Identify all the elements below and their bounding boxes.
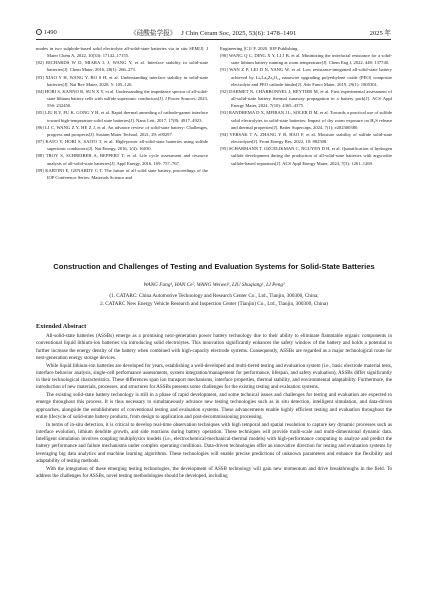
reference-entry: [88] TROY S, SCHREIBER A, REPPERT T, et al. Life cycle assessment and resource analysis of all-solid-state batteries[J]. Appl Energy, 2016, 169: 757–767. bbox=[36, 153, 208, 166]
header-page-number: • 1490 bbox=[36, 29, 57, 36]
header-journal: 《硅酸盐学报》 J Chin Ceram Soc, 2025, 53(6): 1478–1491 bbox=[130, 30, 297, 37]
affiliation-1: (1. CATARC: China Automotive Technology and Research Center Co., Ltd., Tianjin, 300300, China; bbox=[109, 293, 319, 299]
reference-entry: [92] DARMET N, CHARBONNEL J, REYTIER M, et al. First experimental assessment of all-solid-state battery thermal runaway propagation in a battery pack[J]. ACS Appl Energy Mater, 2024, 7(10): 4365–4375. bbox=[220, 88, 392, 109]
reference-entry: [87] KATO Y, HORI S, SAITO T, et al. High-power all-solid-state batteries using sulfide superionic conductors[J]. Nat Energy, 2016, 1(4): 16030. bbox=[36, 139, 208, 152]
reference-entry: [90] WANG Q C, DING X Y, LI J B, et al. Minimizing the interfacial resistance for a solid-state lithium battery running at room temperature[J]. Chem Eng J, 2022, 448: 137740. bbox=[220, 53, 392, 66]
references-right-column bbox=[220, 45, 392, 181]
header-rule bbox=[36, 39, 391, 40]
reference-entry: [86] LI C, WANG Z Y, HE Z J, et al. An advance review of solid-state battery: Challenges, progress and prospects[J]. Sustain Mater Technol, 2021, 29: e00297. bbox=[36, 124, 208, 137]
page-marker-icon: • bbox=[36, 29, 42, 35]
reference-entry: [93] RANDREMA D X, MFIBAN I L, SOLER D M, et al. Towards a practical use of sulfide solid electrolytes in solid-state batteries: Impact of dry room exposure on H₂S release and thermal properties[J]. Batter Supercaps, 2024, 7(1): e202300380. bbox=[220, 110, 392, 130]
references-left-column bbox=[36, 45, 208, 181]
article-authors: WANG Fang¹, HAN Ce², WANG Weiwei², LIU Shuqiang¹, LI Peng² bbox=[143, 282, 285, 288]
reference-entry: [85] LIU B Y, FU K, GONG Y H, et al. Rapid thermal annealing of cathode-garnet interface toward high-temperature solid state batteries[J]. Nano Lett, 2017, 17(8): 4917–4923. bbox=[36, 110, 208, 123]
abstract-paragraph: While liquid lithium-ion batteries are developed for years, establishing a well-developed and multi-tiered testing and evaluation system (i.e., basic electrode material tests, interface behavior analysis, single-cell performance assessments, system integration/management for performance, lifespan, and safety evaluation), ASSBs differ significantly in their technological characteristics. These differences span ion transport mechanisms, interface properties, thermal stability, and environmental adaptability. Furthermore, the introduction of new materials, processes, and structures for ASSBs presents some challenges for the existing testing and evaluation systems. bbox=[36, 362, 392, 391]
reference-entry: [89] KARTINI E, GENARDY C T. The future of all solid state battery, proceedings of the IOP Conference Series: Materials Science and bbox=[36, 167, 208, 180]
reference-entry: [91] WAN Z P, LEI D N, YANG W, et al. Low resistance-integrated all-solid-state battery achieved by Li₇La₃Zr₂O₁₂ nanowire upgrading polyethylene oxide (PEO) composite electrolyte and PEO cathode binder[J]. Adv Funct Mater, 2019, 29(1): 1805301. bbox=[220, 67, 392, 87]
article-title: Construction and Challenges of Testing and Evaluation Systems for Solid-State Batteries bbox=[53, 262, 375, 271]
running-header bbox=[36, 26, 391, 38]
reference-entry: [83] XIAO Y H, WANG Y, BO S H, et al. Understanding interface stability in solid-state batteries[J]. Nat Rev Mater, 2020, 5: 105–126. bbox=[36, 74, 208, 87]
reference-entry: [94] YERSAK T A, ZHANG Y B, HAO F, et al. Moisture stability of sulfide solid-state electrolytes[J]. Front Energy Res, 2022, 10: 882508. bbox=[220, 131, 392, 145]
references-section bbox=[36, 45, 392, 181]
abstract-paragraph: With the integration of these emerging testing technologies, the development of ASSB technology will gain new momentum and drive breakthroughs in the field. To address the challenges for ASSBs, novel testing methodologies should be developed, including bbox=[36, 465, 392, 479]
reference-entry: Engineering [C]// F, 2020. IOP Publishing. bbox=[220, 46, 299, 51]
affiliation-2: 2. CATARC New Energy Vehicle Research and Inspection Center (Tianjin) Co., Ltd., Tianjin, 300300, China) bbox=[100, 301, 328, 307]
reference-entry: modes in two sulphide-based solid electrolyte all-solid-state batteries via in situ SEM[J]. J Mater Chem A, 2022, 10(33): 17142–17155. bbox=[36, 46, 208, 59]
abstract-paragraph: The existing solid-state battery technology is still in a phase of rapid development, and some technical issues and challenges for testing and evaluation are expected to emerge throughout this process. It is thus necessary to simultaneously advance new testing technologies such as in situ detection, intelligent simulation, and data-driven approaches, alongside the establishment of conventional testing and evaluation systems. These advancements enable highly efficient testing and evaluation throughout the entire lifecycle of solid-state battery products, from design to application and post-decommissioning processing. bbox=[36, 392, 392, 420]
abstract-heading: Extended Abstract bbox=[36, 323, 87, 330]
abstract-body bbox=[36, 333, 392, 481]
reference-entry: [82] RICHARDS W D, MIARA L J, WANG Y, et al. Interface stability in solid-state batteries[J]. Chem Mater, 2016, 28(1): 266–273. bbox=[36, 60, 208, 73]
header-year: 2025 年 bbox=[369, 30, 391, 37]
abstract-paragraph: All-solid-state batteries (ASSBs) emerge as a promising next-generation power battery technology due to their ability to eliminate flammable organic components in conventional liquid lithium-ion batteries via introducing solid electrolytes. This innovation significantly enhances the safety window of the battery and holds a potential to further increase the energy density of the battery when combined with high-capacity electrode systems. Consequently, ASSBs are regarded as a major technological route for next-generation energy storage devices. bbox=[36, 333, 392, 361]
abstract-paragraph: In terms of in-situ detection, it is critical to develop real-time observation techniques with high temporal and spatial resolution to capture key dynamic processes such as interface evolution, lithium dendrite growth, and side reactions during battery operation. These techniques will provide multi-scale and multi-dimensional dynamic data. Intelligent simulation involves coupling multiphysics models (i.e., electrochemical-mechanical-thermal models) with high-performance computing to analyze and predict the battery performance and failure mechanisms under complex operating conditions. Data-driven technologies offer an innovative direction for testing and evaluation systems by leveraging big data analytics and machine learning algorithms. These technologies will enable precise predictions of unknown parameters and enhance the flexibility and adaptability of testing methods. bbox=[36, 421, 392, 464]
reference-entry: [84] HORI S, KANNO R, SUN X Y, et al. Understanding the impedance spectra of all-solid-state lithium battery cells with sulfide superionic conductors[J]. J Power Sources, 2023, 556: 232450. bbox=[36, 88, 209, 109]
reference-entry: [95] SCHARMANN T, OZCELIKMAN C, NGUYEN D H, et al. Quantification of hydrogen sulfide development during the production of all-solid-state batteries with argyrodite sulfide-based separators[J]. ACS Appl Energy Mater, 2024, 7(3): 1261–1269. bbox=[220, 146, 392, 166]
